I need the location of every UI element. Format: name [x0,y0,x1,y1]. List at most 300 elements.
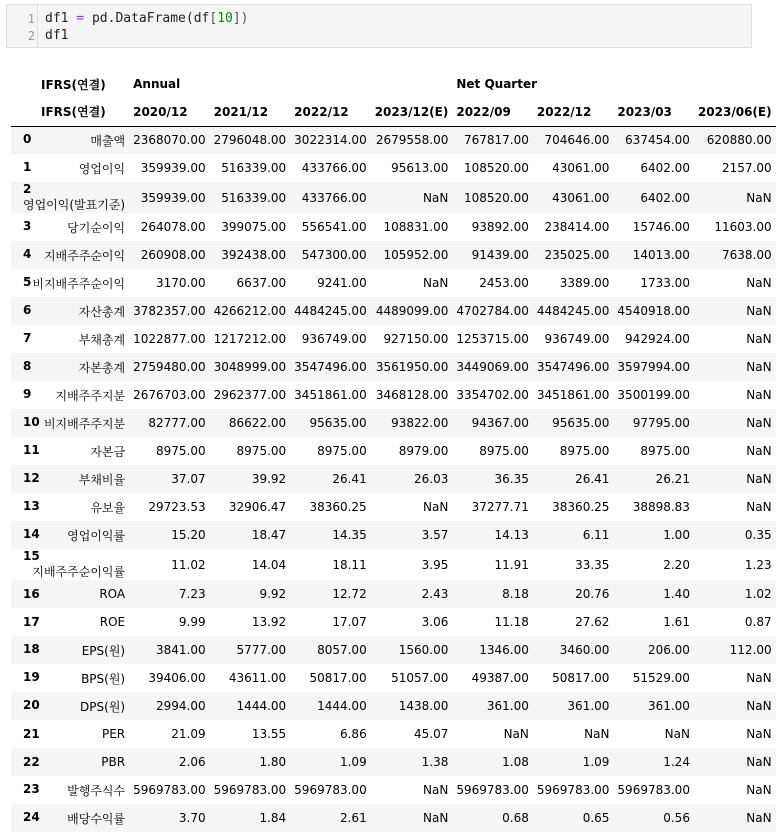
table-cell: NaN [746,671,772,685]
row-index [11,297,129,325]
row-index-number: 10 [23,414,40,429]
column-header: 2022/09 [452,98,533,126]
table-cell: 927150.00 [383,332,449,346]
table-cell: 13.92 [251,615,287,629]
table-cell: 82777.00 [148,416,206,430]
code-token: ]) [232,11,249,26]
row-label: 당기순이익 [67,220,126,235]
table-cell: 1.40 [663,587,690,601]
table-body [11,126,776,832]
table-cell: 1.09 [582,755,610,769]
group-header-net-quarter: Net Quarter [456,77,538,91]
table-cell: 359939.00 [140,190,206,205]
table-cell: 91439.00 [471,248,529,262]
table-cell: 108520.00 [463,190,529,205]
code-token: 10 [217,11,233,26]
table-cell: 516339.00 [221,161,287,175]
table-cell: 637454.00 [625,133,690,148]
table-cell: NaN [746,276,772,290]
row-index [11,580,129,608]
table-cell: 3389.00 [559,276,610,290]
row-index-number: 20 [23,697,40,712]
row-label: ROE [99,615,126,629]
code-line-2[interactable]: df1 [45,28,69,43]
table-cell: 43061.00 [552,161,610,175]
row-index-number: 23 [23,781,40,796]
table-cell: 3468128.00 [375,388,449,402]
table-cell: 93892.00 [471,220,529,234]
row-index [11,493,129,521]
table-cell: 93822.00 [391,416,449,430]
row-index [11,720,129,748]
table-cell: 3354702.00 [456,388,529,402]
table-cell: 4540918.00 [617,304,690,318]
row-label: 부채총계 [78,332,126,347]
row-label: BPS(원) [81,671,126,686]
table-cell: 5969783.00 [294,783,367,797]
table-row [11,608,776,636]
table-cell: 5969783.00 [617,783,690,797]
table-cell: 14.13 [494,528,529,542]
row-label: 자본금 [90,444,126,459]
table-cell: 20.76 [575,587,610,601]
row-label: DPS(원) [80,699,126,714]
table-cell: 8975.00 [559,444,610,458]
table-cell: 14.35 [332,528,367,542]
table-cell: 3048999.00 [213,360,287,374]
row-index [11,776,129,804]
table-cell: 33.35 [575,557,610,572]
row-index-number: 14 [23,526,40,541]
row-label: 발행주식수 [67,783,126,798]
table-cell: 2994.00 [156,699,206,713]
table-cell: 264078.00 [140,220,206,234]
table-cell: 361.00 [647,699,690,713]
table-cell: 9.99 [178,615,206,629]
table-cell: 6.86 [339,727,367,741]
table-cell: NaN [746,783,772,797]
row-index-number: 15 [23,549,40,563]
table-cell: NaN [746,699,772,713]
row-index [11,409,129,437]
row-index-number: 16 [23,587,40,601]
table-cell: 4484245.00 [536,304,610,318]
table-cell: 36.35 [494,472,529,486]
table-cell: 260908.00 [140,248,206,262]
table-cell: 1217212.00 [213,332,287,346]
table-cell: 13.55 [251,727,287,741]
table-row [11,182,776,213]
table-cell: 3561950.00 [375,360,449,374]
table-cell: 15.20 [171,528,206,542]
table-cell: 1444.00 [317,699,367,713]
column-header: 2022/12 [290,98,371,126]
table-cell: 108520.00 [463,161,529,175]
table-cell: 3451861.00 [294,388,367,402]
table-cell: 2676703.00 [133,388,206,402]
table-row [11,154,776,182]
table-cell: 5969783.00 [456,783,529,797]
row-label: 지배주주순이익률 [32,565,126,579]
column-header: 2021/12 [210,98,291,126]
table-cell: 1.80 [259,755,287,769]
row-index-number: 2 [23,182,32,196]
table-row [11,213,776,241]
code-token: pd.DataFrame(df [91,11,210,26]
table-cell: NaN [746,472,772,486]
table-cell: 11.18 [494,615,529,629]
table-cell: 12.72 [332,587,367,601]
table-cell: 38360.25 [309,500,367,514]
row-index [11,804,129,832]
table-cell: NaN [746,304,772,318]
table-cell: 95635.00 [309,416,367,430]
row-index [11,182,129,213]
table-cell: 433766.00 [301,190,367,205]
table-cell: 8975.00 [479,444,529,458]
table-cell: NaN [423,500,449,514]
table-cell: 1.02 [744,587,772,601]
row-label: 비지배주주순이익 [32,276,126,291]
table-cell: 26.03 [414,472,449,486]
table-row [11,580,776,608]
table-cell: 3449069.00 [456,360,529,374]
table-row [11,636,776,664]
table-cell: 1438.00 [398,699,449,713]
dataframe-output [11,70,776,832]
table-cell: 8057.00 [317,643,367,657]
table-cell: 38360.25 [552,500,610,514]
table-cell: 3547496.00 [294,360,367,374]
table-cell: 0.56 [663,811,690,825]
table-cell: 43061.00 [552,190,610,205]
line-number: 1 [27,12,35,26]
table-row [11,493,776,521]
column-header: 2023/06(E) [694,98,776,126]
table-cell: 1253715.00 [456,332,529,346]
table-cell: NaN [746,727,772,741]
table-cell: 8.18 [502,587,529,601]
row-index-number: 18 [23,641,40,656]
table-cell: 3451861.00 [536,388,610,402]
row-index-number: 6 [23,302,32,317]
table-cell: 39406.00 [148,671,206,685]
code-token: df1 [45,11,69,26]
row-label: ROA [99,587,126,601]
table-cell: 27.62 [575,615,610,629]
row-index-number: 0 [23,131,32,146]
column-level-label: IFRS(연결) [11,98,129,126]
code-token: [ [209,11,218,26]
table-cell: 86622.00 [228,416,287,430]
table-cell: 1.24 [663,755,690,769]
table-cell: 206.00 [647,643,690,657]
table-cell: 2453.00 [479,276,529,290]
table-cell: 2.43 [421,587,449,601]
table-cell: 51529.00 [632,671,690,685]
table-cell: 37277.71 [471,500,529,514]
table-cell: 6.11 [582,528,610,542]
table-cell: 1.38 [421,755,449,769]
table-row [11,804,776,832]
table-cell: 8975.00 [640,444,690,458]
table-cell: NaN [664,727,690,741]
table-cell: 18.11 [332,557,367,572]
table-cell: 547300.00 [301,248,367,262]
row-index [11,521,129,549]
table-cell: 942924.00 [625,332,690,346]
row-index [11,664,129,692]
code-cell[interactable] [6,4,752,48]
row-index [11,636,129,664]
table-cell: 9.92 [259,587,287,601]
line-number-gutter [7,5,38,47]
row-index-number: 12 [23,470,40,485]
table-cell: 3500199.00 [617,388,690,402]
table-cell: 8975.00 [156,444,206,458]
row-index [11,126,129,154]
table-row [11,381,776,409]
table-cell: 3.95 [421,557,449,572]
table-cell: NaN [746,360,772,374]
table-cell: 11.02 [171,557,206,572]
table-cell: NaN [423,190,449,205]
row-index-number: 17 [23,615,40,629]
table-cell: 39.92 [251,472,287,486]
table-row [11,465,776,493]
table-cell: 1.08 [502,755,529,769]
table-cell: 37.07 [171,472,206,486]
table-cell: 399075.00 [221,220,287,234]
table-cell: 26.41 [575,472,610,486]
row-index-number: 4 [23,246,32,261]
table-cell: 97795.00 [632,416,690,430]
table-cell: 6637.00 [236,276,287,290]
row-index-number: 5 [23,274,32,289]
table-cell: 38898.83 [632,500,690,514]
table-cell: 5969783.00 [133,783,206,797]
table-cell: 112.00 [729,643,772,657]
table-cell: NaN [746,190,772,205]
header-row-columns [11,98,776,126]
row-label: PBR [101,755,126,769]
table-cell: 4702784.00 [456,304,529,318]
table-cell: NaN [503,727,529,741]
row-index-number: 22 [23,755,40,769]
table-cell: 1560.00 [398,643,449,657]
table-row [11,269,776,297]
row-label: 지배주주지분 [55,388,126,403]
row-index [11,437,129,465]
table-row [11,692,776,720]
table-cell: 936749.00 [544,332,610,346]
table-cell: 433766.00 [301,161,367,175]
table-row [11,521,776,549]
table-cell: 3841.00 [156,643,206,657]
table-cell: 0.65 [582,811,610,825]
table-cell: 105952.00 [383,248,449,262]
table-cell: 1.23 [744,557,772,572]
table-cell: 95613.00 [391,161,449,175]
table-cell: 21.09 [171,727,206,741]
table-cell: 767817.00 [463,133,529,148]
table-cell: 235025.00 [544,248,610,262]
table-cell: 2368070.00 [133,133,206,148]
table-cell: 14013.00 [632,248,690,262]
table-cell: 26.21 [655,472,690,486]
row-index-number: 7 [23,330,32,345]
table-cell: 17.07 [332,615,367,629]
table-cell: 14.04 [251,557,287,572]
column-header: 2023/03 [613,98,694,126]
table-cell: 3022314.00 [294,133,367,148]
table-cell: 3782357.00 [133,304,206,318]
table-cell: NaN [746,388,772,402]
column-header: 2022/12 [533,98,614,126]
table-cell: 1022877.00 [133,332,206,346]
row-index [11,692,129,720]
row-index [11,748,129,776]
table-row [11,126,776,154]
table-row [11,409,776,437]
row-index [11,213,129,241]
table-cell: 29723.53 [148,500,206,514]
table-cell: 6402.00 [640,161,690,175]
table-cell: 704646.00 [544,133,610,148]
table-cell: 51057.00 [391,671,449,685]
table-cell: 0.35 [744,528,772,542]
table-cell: NaN [584,727,610,741]
table-cell: 6402.00 [640,190,690,205]
row-label: 자본총계 [78,360,126,375]
table-cell: 3547496.00 [536,360,610,374]
table-cell: NaN [423,783,449,797]
table-row [11,437,776,465]
table-cell: 50817.00 [309,671,367,685]
table-cell: 5777.00 [236,643,287,657]
table-cell: 8979.00 [398,444,449,458]
column-header: 2023/12(E) [371,98,453,126]
table-cell: 108831.00 [383,220,449,234]
table-cell: 45.07 [414,727,449,741]
table-cell: 3170.00 [156,276,206,290]
row-index-number: 9 [23,386,32,401]
table-cell: 95635.00 [552,416,610,430]
table-cell: 5969783.00 [536,783,610,797]
row-index [11,241,129,269]
table-cell: 15746.00 [632,220,690,234]
row-label: 매출액 [90,133,126,148]
row-index [11,608,129,636]
table-cell: 3460.00 [559,643,610,657]
table-cell: 8975.00 [317,444,367,458]
table-cell: 1444.00 [236,699,287,713]
table-cell: 359939.00 [140,161,206,175]
row-label: 지배주주순이익 [43,248,126,263]
table-cell: 49387.00 [471,671,529,685]
group-header-annual: Annual [133,77,181,91]
table-cell: 392438.00 [221,248,287,262]
table-row [11,664,776,692]
table-cell: 556541.00 [301,220,367,234]
row-index-number: 24 [23,809,40,824]
row-index-number: 21 [23,727,40,741]
table-cell: 3.06 [421,615,449,629]
code-line-1[interactable] [45,11,249,26]
row-label: 자산총계 [78,304,126,319]
table-row [11,748,776,776]
row-label: 부채비율 [78,472,126,487]
row-label: 배당수익률 [67,811,126,826]
table-cell: 361.00 [567,699,610,713]
table-row [11,353,776,381]
table-cell: 9241.00 [317,276,367,290]
column-level-label: IFRS(연결) [41,77,106,92]
row-label: PER [101,727,126,741]
table-cell: 2962377.00 [213,388,287,402]
table-cell: 936749.00 [301,332,367,346]
table-cell: NaN [746,811,772,825]
row-label: 영업이익률 [67,528,126,543]
table-cell: 18.47 [251,528,287,542]
table-cell: NaN [423,276,449,290]
table-cell: 0.87 [744,615,772,629]
row-index-number: 8 [23,358,32,373]
table-row [11,776,776,804]
table-cell: 1.00 [663,528,690,542]
table-row [11,297,776,325]
table-cell: NaN [423,811,449,825]
table-cell: 3.57 [421,528,449,542]
row-label: 영업이익(발표기준) [23,198,126,212]
row-index [11,154,129,182]
table-cell: 1.09 [339,755,367,769]
row-index-number: 13 [23,498,40,513]
row-label: 유보율 [90,500,126,515]
table-cell: 4489099.00 [375,304,449,318]
table-cell: 2679558.00 [375,133,449,148]
column-header: 2020/12 [129,98,210,126]
table-cell: 361.00 [486,699,529,713]
table-cell: 1346.00 [479,643,529,657]
table-cell: 3597994.00 [617,360,690,374]
table-cell: 5969783.00 [213,783,287,797]
row-index-number: 19 [23,669,40,684]
table-cell: NaN [746,332,772,346]
row-label: 비지배주주지분 [43,416,126,431]
table-row [11,720,776,748]
table-cell: 238414.00 [544,220,610,234]
header-row-top [11,70,776,98]
table-cell: 11.91 [494,557,529,572]
row-label: 영업이익 [78,161,126,176]
table-cell: 2759480.00 [133,360,206,374]
row-index-number: 3 [23,218,32,233]
table-cell: 4266212.00 [213,304,287,318]
table-cell: NaN [746,416,772,430]
row-index-number: 1 [23,159,32,174]
table-cell: 11603.00 [714,220,772,234]
row-index [11,381,129,409]
table-cell: 3.70 [178,811,206,825]
table-cell: NaN [746,500,772,514]
table-row [11,241,776,269]
row-index-number: 11 [23,442,40,457]
table-cell: NaN [746,444,772,458]
table-cell: 32906.47 [228,500,287,514]
table-cell: 1.84 [259,811,287,825]
table-cell: 2.20 [663,557,690,572]
